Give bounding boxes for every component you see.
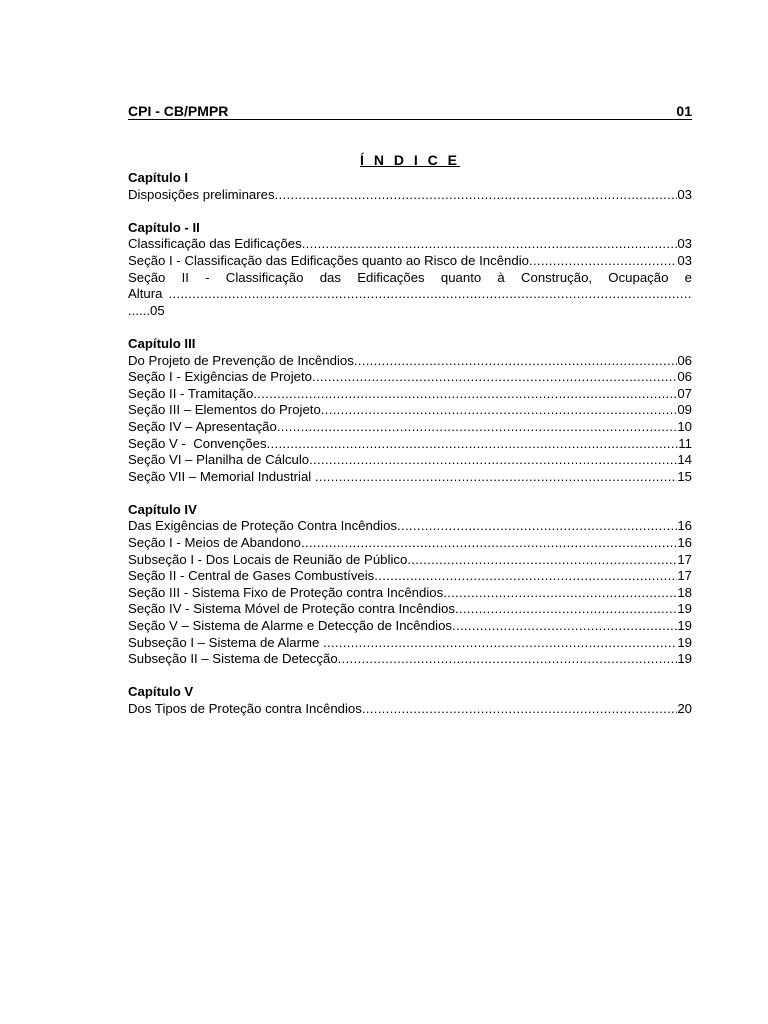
chapter-title: Capítulo IV bbox=[128, 501, 197, 517]
toc-entry-text: Seção V - Convenções bbox=[128, 435, 267, 451]
dot-leader bbox=[362, 701, 677, 718]
dot-leader bbox=[301, 535, 677, 552]
toc-entry bbox=[128, 353, 692, 370]
chapter-title: Capítulo III bbox=[128, 335, 196, 351]
toc-entry-page: 06 bbox=[677, 369, 692, 385]
toc-entry-text: Seção II - Tramitação bbox=[128, 385, 254, 401]
chapter-3 bbox=[128, 336, 692, 485]
toc-entry-text: Seção IV – Apresentação bbox=[128, 418, 277, 434]
toc-entry-text: Do Projeto de Prevenção de Incêndios bbox=[128, 352, 354, 368]
dot-leader bbox=[309, 452, 677, 469]
toc-entry-page: 10 bbox=[677, 418, 692, 434]
toc-entry bbox=[128, 469, 692, 486]
toc-entry-text: Seção IV - Sistema Móvel de Proteção contra Incêndios bbox=[128, 601, 455, 617]
header-page-number: 01 bbox=[676, 103, 692, 119]
toc-entry bbox=[128, 253, 692, 270]
toc-entry-text: Seção VI – Planilha de Cálculo bbox=[128, 452, 310, 468]
chapter-5 bbox=[128, 684, 692, 717]
dot-leader bbox=[338, 651, 678, 668]
chapter-title: Capítulo V bbox=[128, 684, 194, 700]
toc-entry-page: 16 bbox=[677, 518, 692, 534]
toc-entry bbox=[128, 701, 692, 718]
toc-entry-page: 03 bbox=[677, 186, 692, 202]
toc-entry-text: Subseção II – Sistema de Detecção bbox=[128, 651, 338, 667]
dot-leader bbox=[354, 353, 678, 370]
toc-entry-text: Seção I - Meios de Abandono bbox=[128, 535, 302, 551]
toc-entry-text: Seção V – Sistema de Alarme e Detecção de Incêndios bbox=[128, 618, 453, 634]
dot-leader bbox=[315, 469, 677, 486]
toc-entry-text: Seção VII – Memorial Industrial bbox=[128, 468, 315, 484]
chapter-4 bbox=[128, 502, 692, 668]
toc-entry bbox=[128, 552, 692, 569]
toc-entry bbox=[128, 419, 692, 436]
dot-leader bbox=[443, 585, 677, 602]
toc-entry bbox=[128, 236, 692, 253]
toc-entry bbox=[128, 585, 692, 602]
chapter-1 bbox=[128, 170, 692, 203]
toc-entry bbox=[128, 402, 692, 419]
toc-entry-text: Dos Tipos de Proteção contra Incêndios bbox=[128, 701, 362, 716]
dot-leader bbox=[253, 386, 677, 403]
dot-leader bbox=[321, 402, 678, 419]
toc-entry-text-line2: Altura ..... bbox=[128, 286, 692, 303]
dot-leader bbox=[312, 369, 677, 386]
toc-entry-text: Seção II - Central de Gases Combustíveis bbox=[128, 568, 375, 584]
toc-entry-text: Das Exigências de Proteção Contra Incêndios bbox=[128, 518, 398, 534]
toc-entry-page: 03 bbox=[677, 236, 692, 252]
dot-leader bbox=[455, 601, 677, 618]
toc-entry-text: Seção III – Elementos do Projeto bbox=[128, 402, 321, 418]
chapter-2 bbox=[128, 220, 692, 320]
toc-entry bbox=[128, 369, 692, 386]
toc-entry bbox=[128, 436, 692, 453]
toc-entry bbox=[128, 568, 692, 585]
dot-leader bbox=[529, 253, 677, 270]
dot-leader bbox=[275, 187, 678, 204]
toc-entry-text: Disposições preliminares bbox=[128, 186, 275, 202]
index-title: Í N D I C E bbox=[360, 152, 460, 168]
toc-entry-page: 17 bbox=[677, 551, 692, 567]
dot-leader bbox=[323, 635, 677, 652]
toc-entry-page: 15 bbox=[677, 468, 692, 484]
toc-entry-page-line: ......05 bbox=[128, 302, 165, 318]
header-left: CPI - CB/PMPR bbox=[128, 103, 229, 119]
toc-entry-page: 17 bbox=[677, 568, 692, 584]
page-header bbox=[128, 103, 692, 120]
toc-entry-text-line1: Seção II - Classificação das Edificações quanto à Construção, Ocupação e bbox=[128, 269, 692, 285]
toc-entry-page: 14 bbox=[677, 452, 692, 468]
toc-entry-page: 20 bbox=[677, 701, 692, 716]
toc-entry bbox=[128, 518, 692, 535]
dot-leader bbox=[277, 419, 677, 436]
dot-leader bbox=[397, 518, 677, 535]
dot-leader bbox=[452, 618, 677, 635]
toc-entry-page: 19 bbox=[677, 601, 692, 617]
toc-entry-page: 19 bbox=[677, 634, 692, 650]
toc-entry-page: 19 bbox=[677, 651, 692, 667]
toc-entry-text: Subseção I – Sistema de Alarme bbox=[128, 634, 323, 650]
toc-entry-page: 07 bbox=[677, 385, 692, 401]
toc-entry-text: Subseção I - Dos Locais de Reunião de Público bbox=[128, 551, 408, 567]
toc-entry bbox=[128, 187, 692, 204]
toc-entry-page: 09 bbox=[677, 402, 692, 418]
dot-leader bbox=[407, 552, 677, 569]
dot-leader bbox=[374, 568, 677, 585]
table-of-contents bbox=[128, 170, 692, 734]
dot-leader bbox=[162, 286, 692, 303]
dot-leader bbox=[267, 436, 679, 453]
toc-entry bbox=[128, 601, 692, 618]
toc-entry bbox=[128, 452, 692, 469]
toc-entry bbox=[128, 535, 692, 552]
toc-entry bbox=[128, 651, 692, 668]
toc-entry-wrapped bbox=[128, 270, 692, 320]
dot-leader bbox=[302, 236, 678, 253]
toc-entry-text: Seção I - Classificação das Edificações quanto ao Risco de Incêndio bbox=[128, 252, 529, 268]
toc-entry-page: 03 bbox=[677, 252, 692, 268]
toc-entry-page: 18 bbox=[677, 584, 692, 600]
toc-entry-page: 06 bbox=[677, 352, 692, 368]
toc-entry-page: 11 bbox=[678, 435, 692, 451]
toc-entry-text: Classificação das Edificações bbox=[128, 236, 302, 252]
toc-entry-text: Seção III - Sistema Fixo de Proteção contra Incêndios bbox=[128, 584, 444, 600]
chapter-title: Capítulo - II bbox=[128, 219, 200, 235]
toc-entry-page: 19 bbox=[677, 618, 692, 634]
toc-entry-page: 16 bbox=[677, 535, 692, 551]
toc-entry bbox=[128, 635, 692, 652]
toc-entry bbox=[128, 618, 692, 635]
toc-entry bbox=[128, 386, 692, 403]
toc-entry-text: Seção I - Exigências de Projeto bbox=[128, 369, 312, 385]
chapter-title: Capítulo I bbox=[128, 170, 189, 185]
